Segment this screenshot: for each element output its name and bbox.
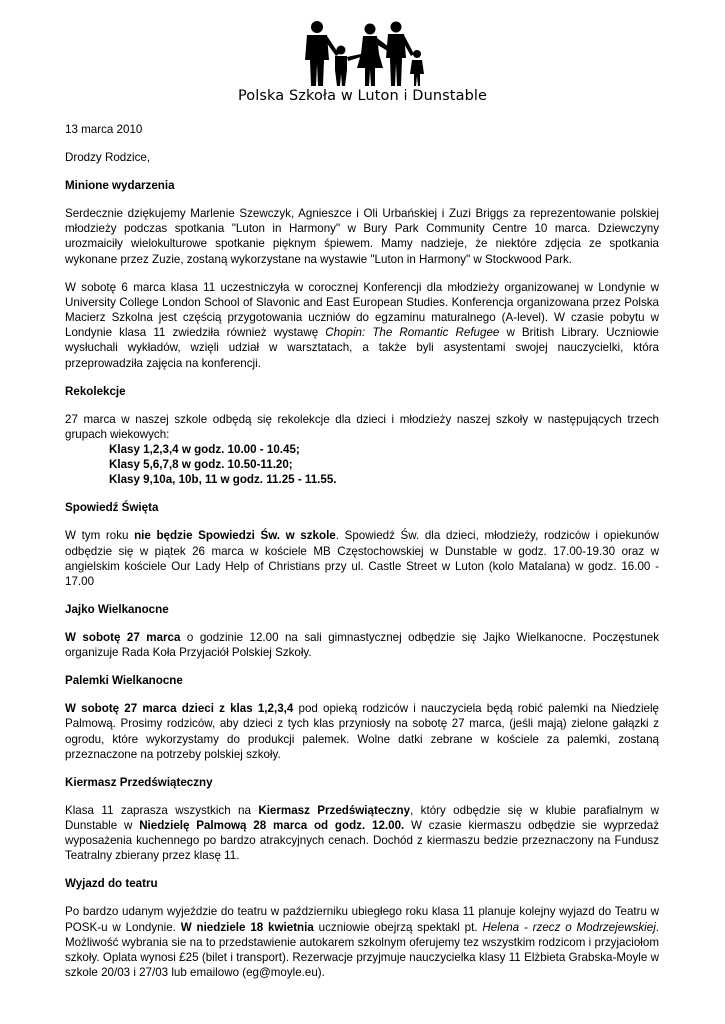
list-item: Klasy 1,2,3,4 w godz. 10.00 - 10.45; xyxy=(109,443,300,457)
section-heading-easter-eggs: Jajko Wielkanocne xyxy=(65,603,169,617)
list-item: Klasy 5,6,7,8 w godz. 10.50-11.20; xyxy=(109,458,293,472)
letterhead xyxy=(0,20,725,110)
school-name: Polska Szkoła w Luton i Dunstable xyxy=(237,88,488,104)
paragraph-palms: W sobotę 27 marca dzieci z klas 1,2,3,4 pod opieką rodziców i nauczyciela będą robić palemki na Niedzielę Palmową. Prosimy rodziców, aby dzieci z tych klas przyniosły na sobotę 27 marca, (jeśli mają) zielone gałązki z ogrodu, które wykorzystamy do produkcji palemek. Wolne datki zebrane w kościele za palemki, zostaną przeznaczone na potrzeby polskiej szkoły. xyxy=(65,702,659,761)
greeting: Drodzy Rodzice, xyxy=(65,151,151,164)
paragraph-easter-eggs: W sobotę 27 marca o godzinie 12.00 na sali gimnastycznej odbędzie się Jajko Wielkanocne. Poczęstunek organizuje Rada Koła Przyjaciół Polskiej Szkoły. xyxy=(65,631,659,660)
paragraph-past-events-2: W sobotę 6 marca klasa 11 uczestniczyła w corocznej Konferencji dla młodzieży organizowanej w Londynie w University College London School of Slavonic and East European Studies. Konferencja organizowana przez Polska Macierz Szkolna jest częścią przygotowania uczniów do egzaminu maturalnego (A-level). W czasie pobytu w Londynie klasa 11 zwiedziła również wystawę Chopin: The Romantic Refugee w British Library. Uczniowie wysłuchali wykładów, wzięli udział w warsztatach, a także byli asystentami swojej nauczycielki, która przeprowadziła zajęcia na konferencji. xyxy=(65,280,659,370)
paragraph-fair: Klasa 11 zaprasza wszystkich na Kiermasz Przedświąteczny, który odbędzie się w klubie parafialnym w Dunstable w Niedzielę Palmową 28 marca od godz. 12.00. W czasie kiermaszu odbędzie sie wyprzedaż wyposażenia kuchennego po bardzo atrakcyjnych cenach. Dochód z kiermaszu bedzie przeznaczony na Fundusz Teatralny zbierany przez klasę 11. xyxy=(65,803,659,863)
section-heading-confession: Spowiedź Święta xyxy=(65,501,159,515)
list-item: Klasy 9,10a, 10b, 11 w godz. 11.25 - 11.55. xyxy=(109,473,337,487)
section-heading-theatre: Wyjazd do teatru xyxy=(65,877,158,891)
paragraph-theatre: Po bardzo udanym wyjeździe do teatru w październiku ubiegłego roku klasa 11 planuje kolejny wyjazd do Teatru w POSK-u w Londynie. W niedziele 18 kwietnia uczniowie obejrzą spektakl pt. Helena - rzecz o Modrzejewskiej. Możliwość wybrania sie na to przedstawienie autokarem szkolnym oferujemy tez wszystkim rodzicom i przyjaciołom szkoły. Oplata wynosi £25 (bilet i transport). Rezerwacje przyjmuje nauczycielka klasy 11 Elżbieta Grabska-Moyle w szkole 20/03 i 27/03 lub emailowo (eg@moyle.eu). xyxy=(65,905,659,980)
family-silhouette-icon xyxy=(293,20,433,88)
paragraph-confession: W tym roku nie będzie Spowiedzi Św. w szkole. Spowiedź Św. dla dzieci, młodzieży, rodziców i opiekunów odbędzie się w piątek 26 marca w kościele MB Częstochowskiej w Dunstable w godz. 17.00-19.30 oraz w angielskim kościele Our Lady Help of Christians przy ul. Castle Street w Luton (kolo Matalana) w godz. 16.00 - 17.00 xyxy=(65,529,659,589)
section-heading-retreat: Rekolekcje xyxy=(65,384,126,398)
letter-date: 13 marca 2010 xyxy=(65,123,143,136)
letter-body xyxy=(65,122,659,993)
retreat-groups-list xyxy=(65,442,659,488)
section-heading-past-events: Minione wydarzenia xyxy=(65,179,175,192)
section-heading-fair: Kiermasz Przedświąteczny xyxy=(65,775,213,789)
paragraph-past-events-1: Serdecznie dziękujemy Marlenie Szewczyk, Agnieszce i Oli Urbańskiej i Zuzi Briggs za reprezentowanie polskiej młodzieży podczas spotkania "Luton in Harmony" w Bury Park Community Centre 10 marca. Dziewczyny urozmaiciły wielokulturowe spotkanie pięknym śpiewem. Mamy nadzieje, że niektóre zdjęcia ze spotkania wykonane przez Zuzie, zostaną wykorzystane na wystawie "Luton in Harmony" w Stockwood Park. xyxy=(65,207,659,266)
paragraph-retreat-intro: 27 marca w naszej szkole odbędą się rekolekcje dla dzieci i młodzieży naszej szkoły w następujących trzech grupach wiekowych: xyxy=(65,412,659,441)
section-heading-palms: Palemki Wielkanocne xyxy=(65,674,183,688)
exhibition-title: Chopin: The Romantic Refugee xyxy=(325,326,500,340)
